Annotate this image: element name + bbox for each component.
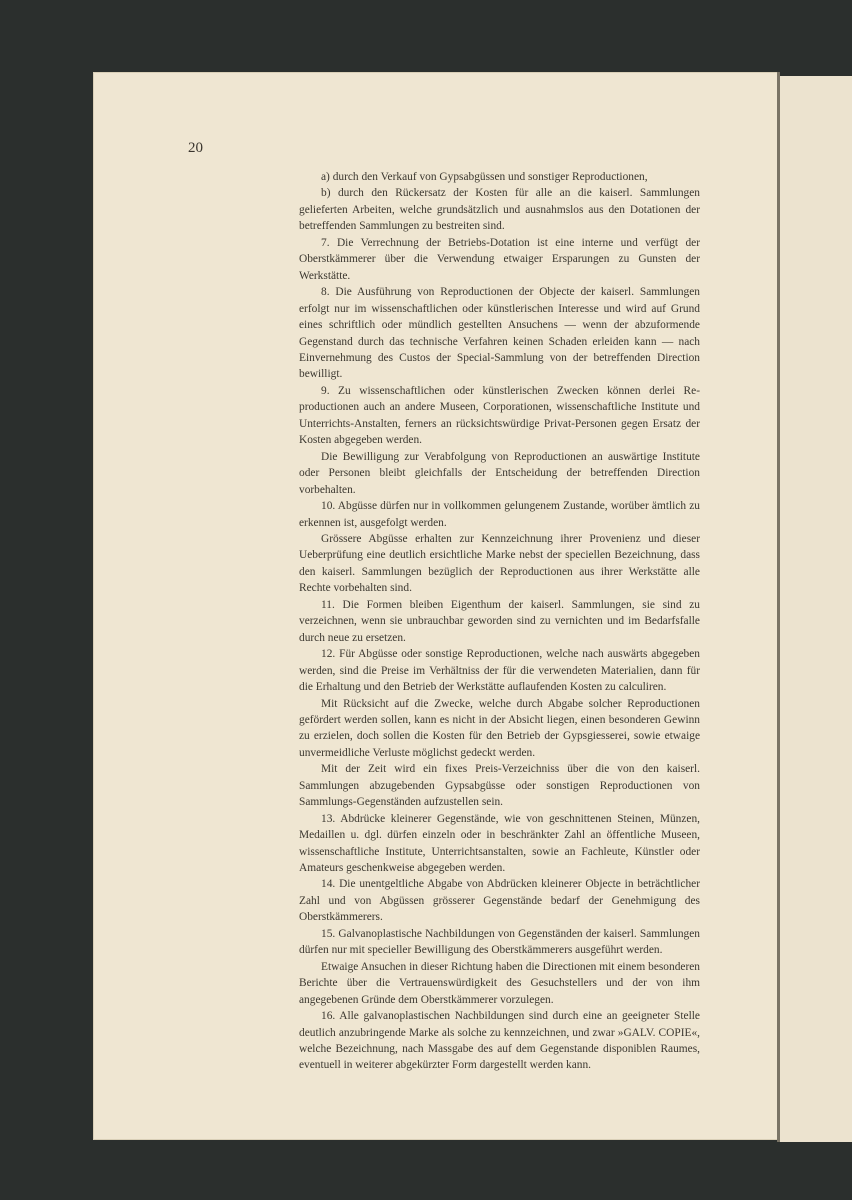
body-text [299, 169, 700, 1074]
paragraph: Mit Rücksicht auf die Zwecke, welche durch Abgabe solcher Reproductionen gefördert werden sollen, kann es nicht in der Absicht liegen, einen besonderen Gewinn zu erzielen, doch sollen die Kosten für den Betrieb der Gypsgiesserei, sowie etwaige unvermeidliche Verluste möglichst gedeckt werden. [299, 697, 700, 759]
paragraph: Die Bewilligung zur Verabfolgung von Reproductionen an auswärtige Institute oder Personen bleibt gleichfalls der Entscheidung der betreffenden Direction vorbehalten. [299, 450, 700, 496]
paragraph: Mit der Zeit wird ein fixes Preis-Verzeichniss über die von den kaiserl. Sammlungen abzugebenden Gypsabgüsse oder sonstigen Reproductionen von Sammlungs-Gegenständen aufzustellen sein. [299, 763, 700, 809]
paragraph: 16. Alle galvanoplastischen Nachbildungen sind durch eine an geeigneter Stelle deutlich anzubringende Marke als solche zu kennzeichnen, und zwar »GALV. COPIE«, welche Bezeichnung, nach Massgabe des auf dem Gegenstande disponiblen Raumes, eventuell in weiterer abgekürzter Form dargestellt werden kann. [299, 1010, 700, 1072]
paragraph: 12. Für Abgüsse oder sonstige Reproductionen, welche nach auswärts abgegeben werden, sind die Preise im Verhältniss der für die verwendeten Materialien, dann für die Erhaltung und den Betrieb der Werkstätte auflaufenden Kosten zu calculiren. [299, 648, 700, 694]
paragraph: Etwaige Ansuchen in dieser Richtung haben die Directionen mit einem besonderen Berichte über die Vertrauenswürdigkeit des Gesuchstellers und der von ihm angegebenen Gründe dem Oberstkämmerer vorzulegen. [299, 960, 700, 1006]
document-page [93, 72, 778, 1140]
adjacent-page-edge [780, 76, 852, 1142]
page-number: 20 [188, 140, 203, 156]
paragraph: 13. Abdrücke kleinerer Gegenstände, wie von geschnittenen Steinen, Münzen, Medaillen u. dgl. dürfen einzeln oder in beschränkter Zahl an öffentliche Museen, wissenschaftliche Institute, Unterrichtsanstalten, sowie an Fachleute, Künstler oder Amateurs geschenkweise abgegeben werden. [299, 812, 700, 875]
paragraph: 9. Zu wissenschaftlichen oder künstlerischen Zwecken können derlei Reproductionen auch an andere Museen, Corporationen, wissenschaftliche Institute und Unterrichts-Anstalten, ferners an rücksichtswürdige Privat-Personen gegen Ersatz der Kosten abgegeben werden. [299, 384, 700, 447]
paragraph: a) durch den Verkauf von Gypsabgüssen und sonstiger Reproductionen, [321, 171, 648, 183]
paragraph: 14. Die unentgeltliche Abgabe von Abdrücken kleinerer Objecte in beträchtlicher Zahl und von Abgüssen grösserer Gegenstände bedarf der Genehmigung des Oberstkämmerers. [299, 878, 700, 924]
paragraph: 7. Die Verrechnung der Betriebs-Dotation ist eine interne und verfügt der Oberstkämmerer über die Verwendung etwaiger Ersparungen zu Gunsten der Werkstätte. [299, 236, 700, 282]
paragraph: b) durch den Rückersatz der Kosten für alle an die kaiserl. Sammlungen gelieferten Arbeiten, welche grundsätzlich und ausnahmslos aus den Dotationen der betreffenden Sammlungen zu bestreiten sind. [299, 187, 700, 233]
paragraph: 15. Galvanoplastische Nachbildungen von Gegenständen der kaiserl. Sammlungen dürfen nur mit specieller Bewilligung des Oberstkämmerers ausgeführt werden. [299, 927, 700, 957]
paragraph: Grössere Abgüsse erhalten zur Kennzeichnung ihrer Provenienz und dieser Ueberprüfung eine deutlich ersichtliche Marke nebst der speciellen Bezeichnung, dass den kaiserl. Sammlungen bezüglich der Reproductionen aus ihrer Werkstätte alle Rechte vorbehalten sind. [299, 532, 700, 595]
paragraph: 11. Die Formen bleiben Eigenthum der kaiserl. Sammlungen, sie sind zu verzeichnen, wenn sie unbrauchbar geworden sind zu vernichten und im Bedarfsfalle durch neue zu ersetzen. [299, 598, 700, 644]
paragraph: 8. Die Ausführung von Reproductionen der Objecte der kaiserl. Sammlungen erfolgt nur im wissenschaftlichen oder künstlerischen Interesse und wird auf Grund eines schriftlich oder mündlich gestellten Ansuchens — wenn der abzuformende Gegenstand durch das technische Verfahren keinen Schaden erleiden kann — nach Einvernehmung des Custos der Special-Sammlung von der betreffenden Direction bewilligt. [299, 286, 700, 381]
paragraph: 10. Abgüsse dürfen nur in vollkommen gelungenem Zustande, worüber ämtlich zu erkennen ist, ausgefolgt werden. [299, 500, 700, 529]
